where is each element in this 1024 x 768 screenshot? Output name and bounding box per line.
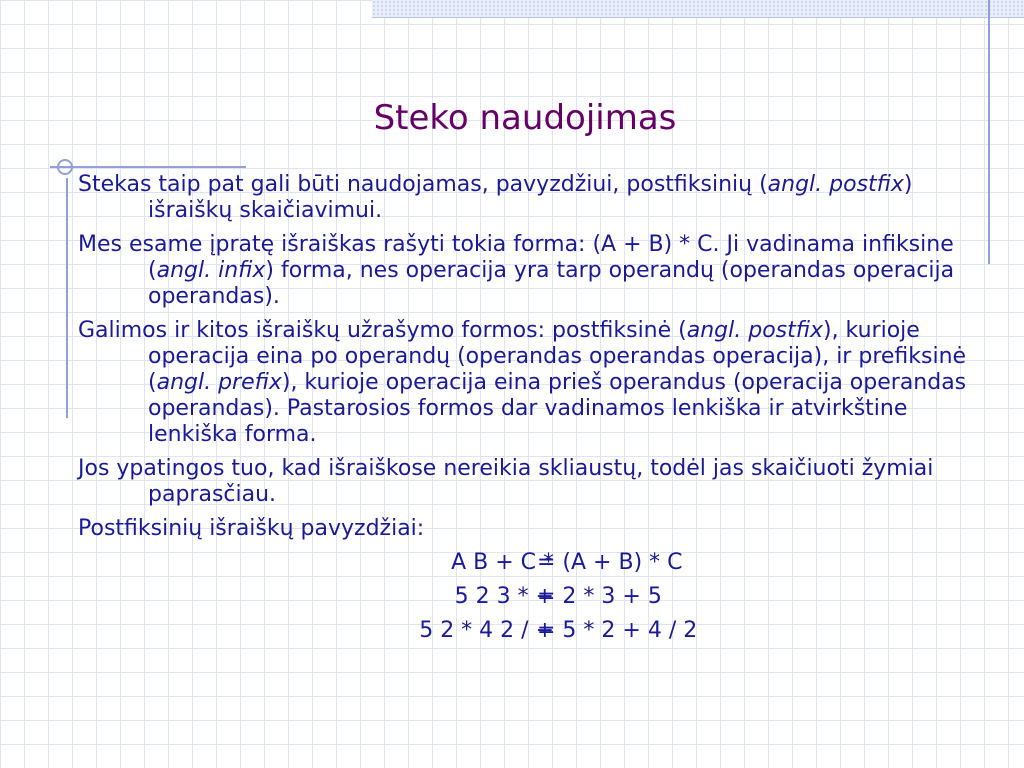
decorative-left-line: [66, 178, 68, 418]
paragraph-postfix-usage: Stekas taip pat gali būti naudojamas, pavyzdžiui, postfiksinių (angl. postfix) išraiškų skaičiavimui.: [78, 172, 913, 223]
example-postfix: 5 2 * 4 2 / +: [419, 618, 554, 643]
paragraph-examples-heading: Postfiksinių išraiškų pavyzdžiai:: [78, 516, 425, 541]
example-infix: = 5 * 2 + 4 / 2: [537, 618, 698, 643]
example-infix: = (A + B) * C: [537, 550, 683, 575]
examples-list: [78, 550, 990, 652]
example-infix: = 2 * 3 + 5: [537, 584, 662, 609]
paragraph-other-forms: Galimos ir kitos išraiškų užrašymo formos: postfiksinė (angl. postfix), kurioje operacija eina po operandų (operandas operandas operacija), ir prefiksinė (angl. prefix), kurioje operacija eina prieš operandus (operacija operandas operandas). Pastarosios formos dar vadinamos lenkiška ir atvirkštine lenkiška forma.: [78, 318, 967, 447]
decorative-top-bar: [372, 0, 1024, 18]
example-postfix: 5 2 3 * +: [454, 584, 554, 609]
decorative-circle-icon: [57, 159, 73, 175]
paragraph-no-brackets: Jos ypatingos tuo, kad išraiškose nereikia skliaustų, todėl jas skaičiuoti žymiai paprasčiau.: [78, 456, 934, 507]
decorative-horizontal-line: [50, 166, 246, 168]
paragraph-infix-form: Mes esame įpratę išraiškas rašyti tokia forma: (A + B) * C. Ji vadinama infiksine (angl. infix) forma, nes operacija yra tarp operandų (operandas operacija operandas).: [78, 232, 955, 309]
example-postfix: A B + C *: [451, 550, 554, 575]
slide-title: Steko naudojimas: [373, 98, 677, 138]
slide-body: [78, 172, 990, 652]
example-row: [78, 550, 990, 584]
example-row: [78, 584, 990, 618]
example-row: [78, 618, 990, 652]
